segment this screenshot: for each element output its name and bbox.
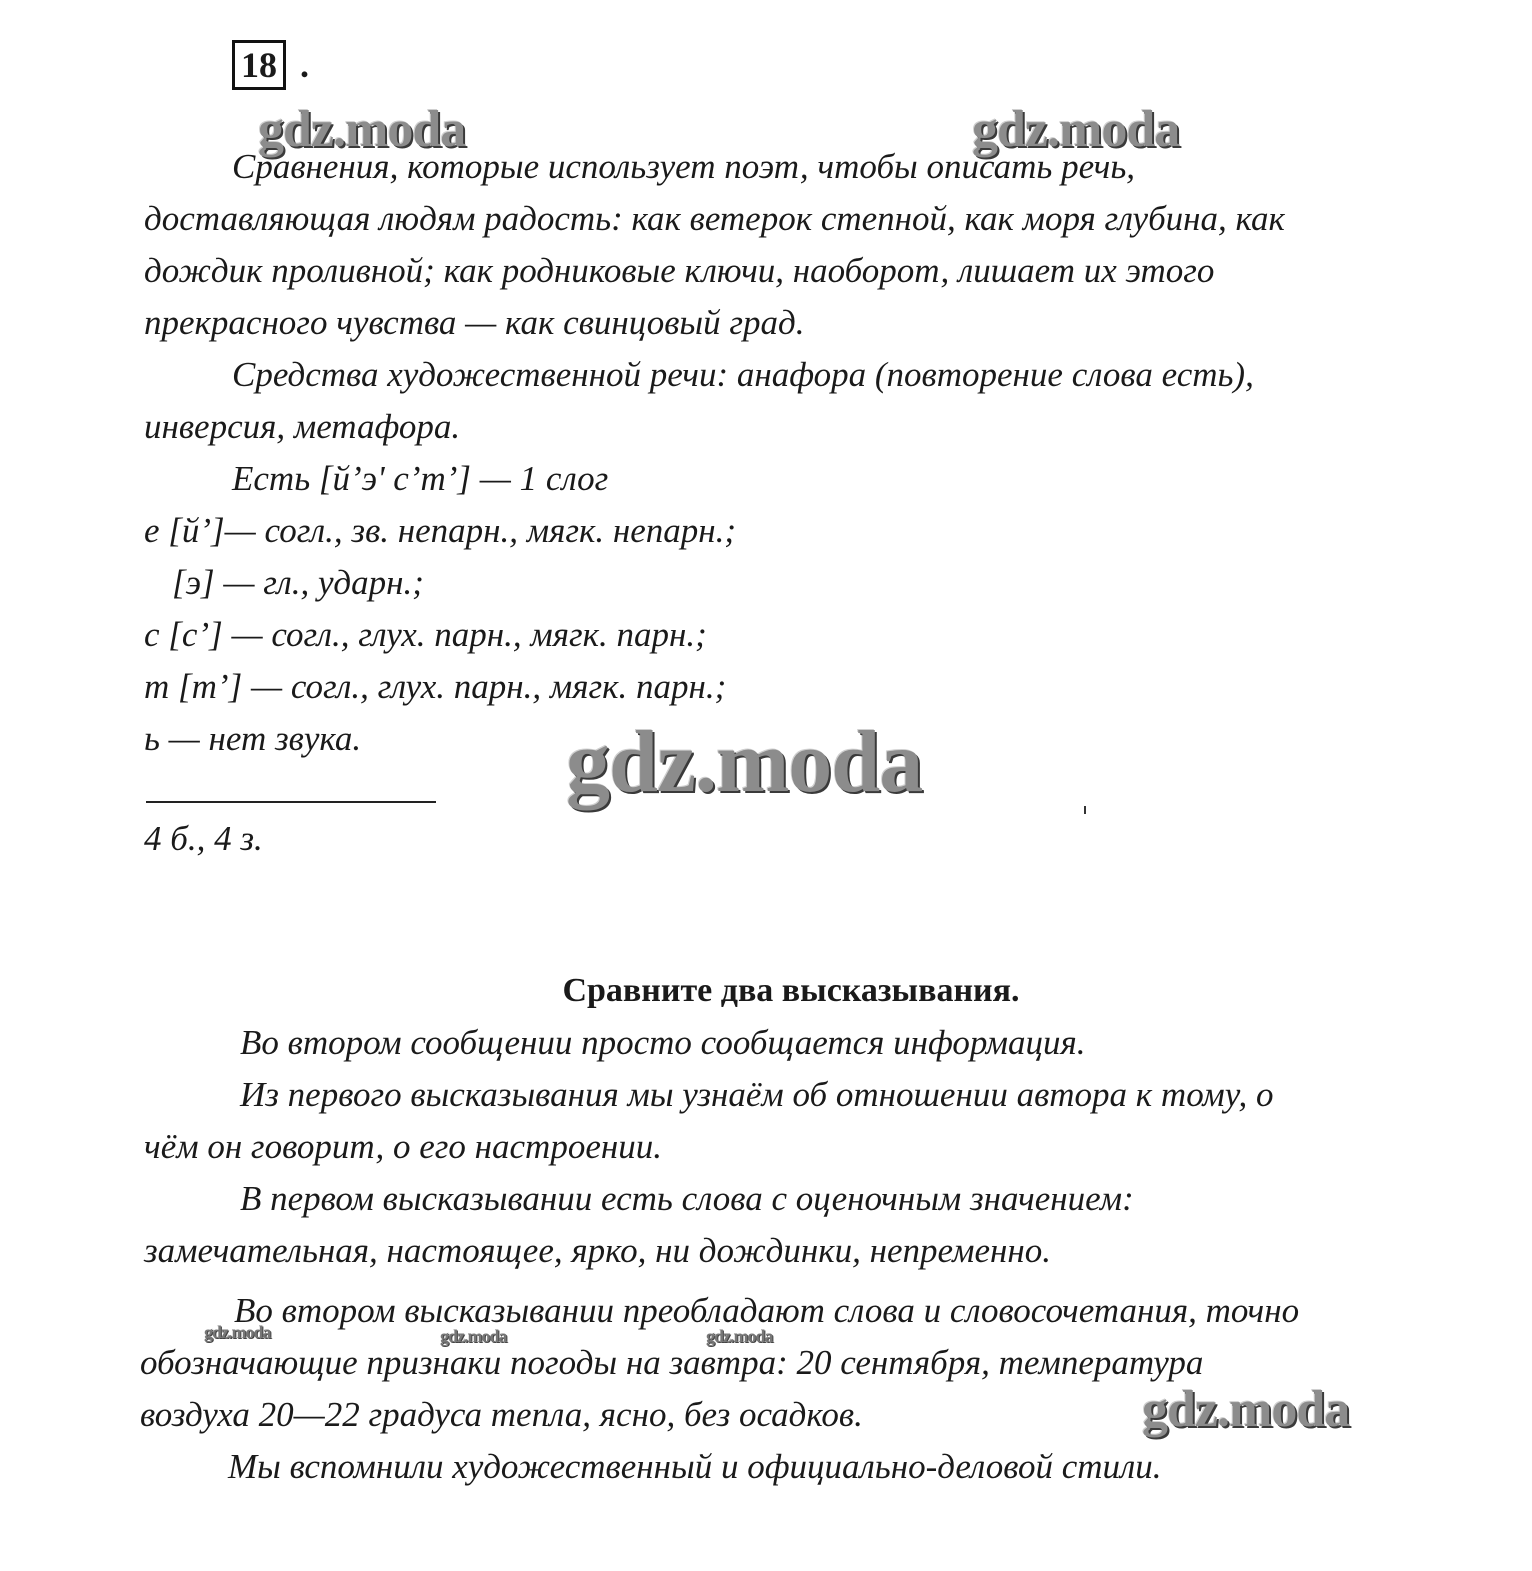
text-line: е [й’]— согл., зв. непарн., мягк. непарн.; bbox=[144, 511, 737, 550]
text-line: ь — нет звука. bbox=[144, 719, 362, 758]
text-line: замечательная, настоящее, ярко, ни дождинки, непременно. bbox=[144, 1231, 1052, 1270]
text-line: Есть [й’э' с’т’] — 1 слог bbox=[232, 459, 609, 498]
text-line: доставляющая людям радость: как ветерок степной, как моря глубина, как bbox=[144, 199, 1285, 238]
watermark-small-2: gdz.moda bbox=[440, 1326, 507, 1346]
text-line: Средства художественной речи: анафора (повторение слова есть), bbox=[232, 355, 1254, 394]
section-heading: Сравните два высказывания. bbox=[562, 972, 1020, 1009]
text-line: [э] — гл., ударн.; bbox=[172, 563, 424, 602]
text-line: воздуха 20—22 градуса тепла, ясно, без осадков. bbox=[140, 1395, 863, 1434]
text-line: Из первого высказывания мы узнаём об отношении автора к тому, о bbox=[240, 1075, 1274, 1114]
text-line: с [с’] — согл., глух. парн., мягк. парн.; bbox=[144, 615, 707, 654]
exercise-number-box: 18 bbox=[232, 40, 286, 90]
text-line: Во втором сообщении просто сообщается информация. bbox=[240, 1023, 1086, 1062]
text-line: В первом высказывании есть слова с оценочным значением: bbox=[240, 1179, 1134, 1218]
divider-rule bbox=[146, 801, 436, 803]
text-line: Сравнения, которые использует поэт, чтобы описать речь, bbox=[232, 147, 1136, 186]
text-line: Во втором высказывании преобладают слова и словосочетания, точно bbox=[234, 1291, 1300, 1330]
text-line: т [т’] — согл., глух. парн., мягк. парн.; bbox=[144, 667, 727, 706]
text-line: Мы вспомнили художественный и официально-деловой стили. bbox=[228, 1447, 1162, 1486]
watermark-top-left: gdz.moda bbox=[258, 101, 466, 158]
text-line: инверсия, метафора. bbox=[144, 407, 461, 446]
stray-mark bbox=[1084, 806, 1086, 814]
watermark-bottom-right: gdz.moda bbox=[1142, 1381, 1350, 1438]
watermark-small-1: gdz.moda bbox=[204, 1322, 271, 1342]
text-line: обозначающие признаки погоды на завтра: 20 сентября, температура bbox=[140, 1343, 1204, 1382]
text-line: чём он говорит, о его настроении. bbox=[144, 1127, 662, 1166]
watermark-top-right: gdz.moda bbox=[972, 101, 1180, 158]
text-line: прекрасного чувства — как свинцовый град. bbox=[144, 303, 805, 342]
text-line: 4 б., 4 з. bbox=[144, 819, 263, 858]
text-line: дождик проливной; как родниковые ключи, наоборот, лишает их этого bbox=[144, 251, 1215, 290]
watermark-small-3: gdz.moda bbox=[706, 1326, 773, 1346]
exercise-number-dot: . bbox=[300, 45, 309, 85]
watermark-center: gdz.moda bbox=[566, 714, 923, 811]
